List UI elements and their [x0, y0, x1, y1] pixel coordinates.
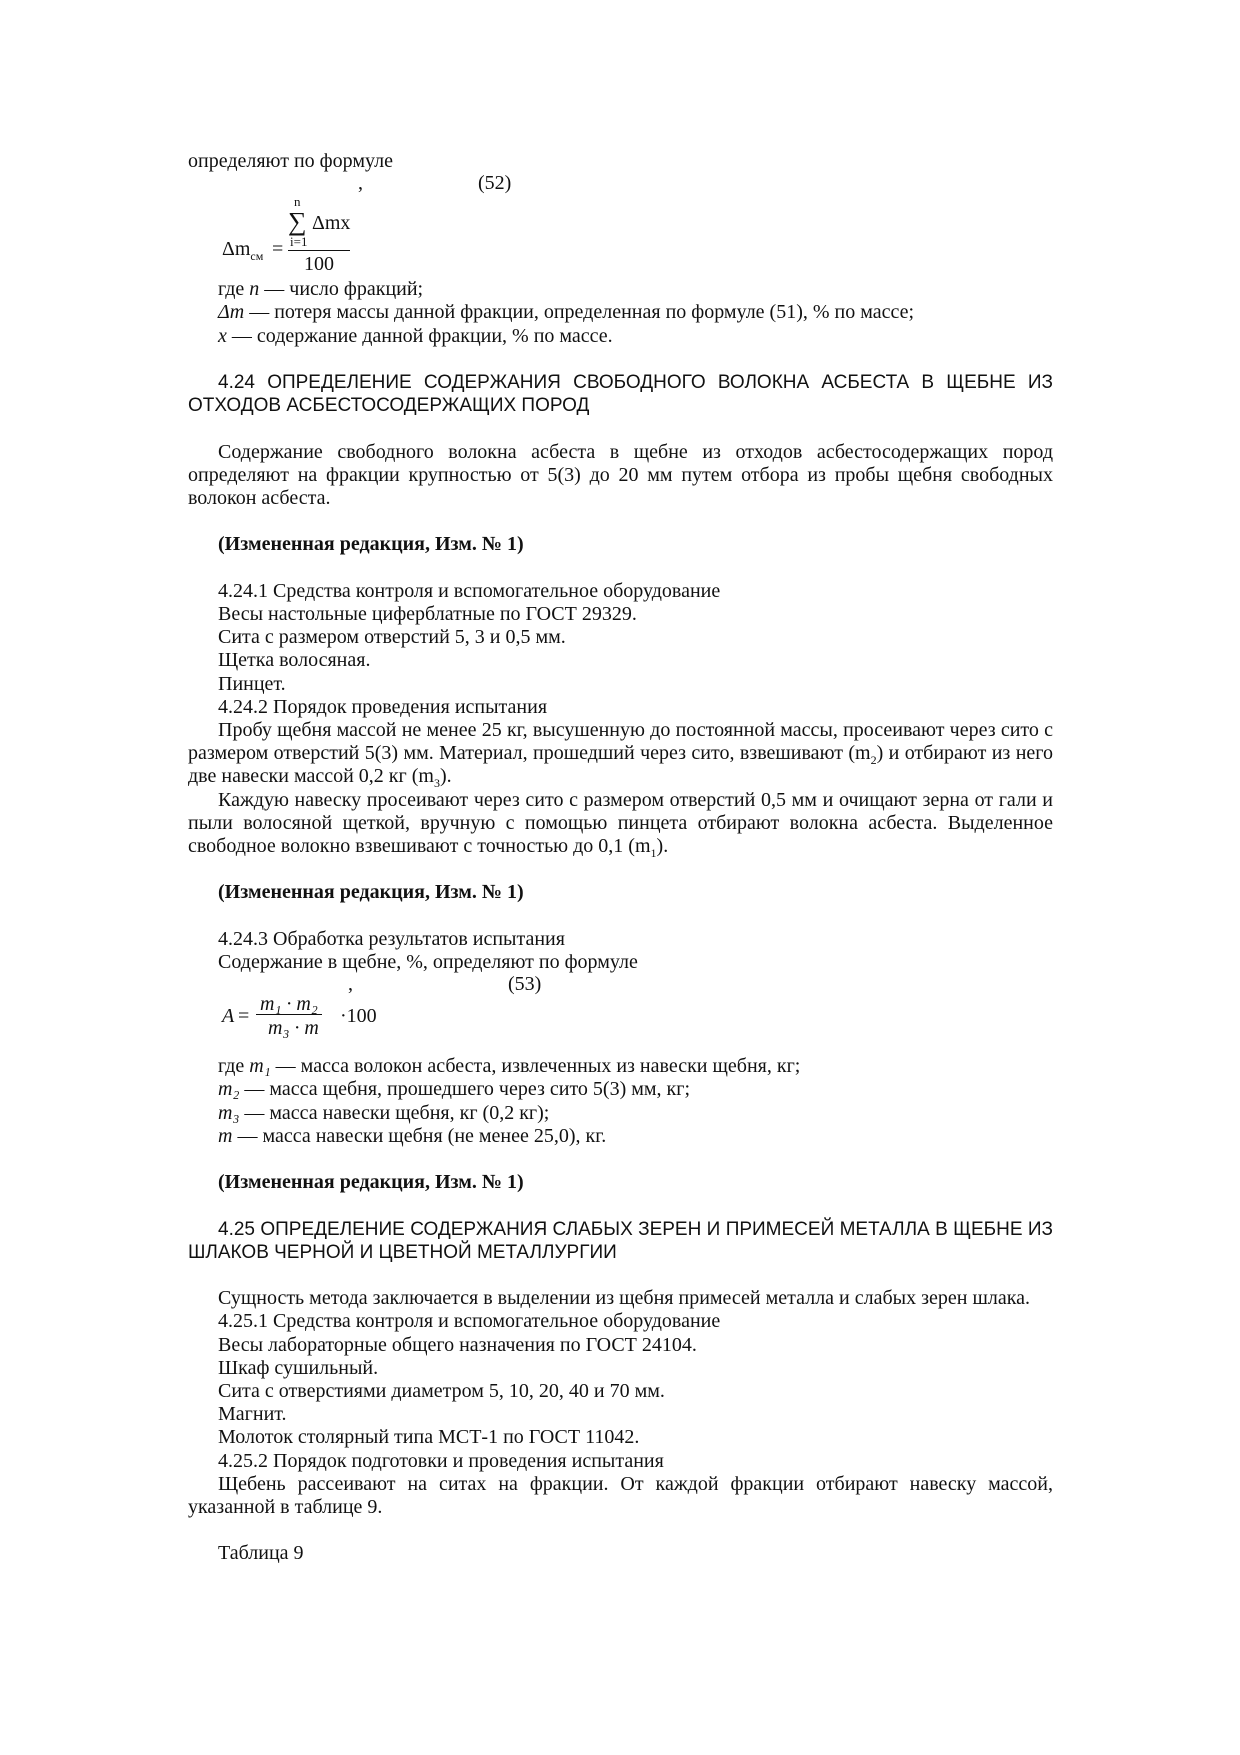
- formula-denominator: m₃ · m: [268, 1017, 319, 1040]
- line: Весы лабораторные общего назначения по ГОСТ 24104.: [218, 1333, 697, 1356]
- spacer: [188, 557, 1053, 580]
- text: — масса навески щебня (не менее 25,0), кг.: [232, 1124, 607, 1147]
- spacer: [188, 1194, 1053, 1217]
- where-line: [188, 1102, 1053, 1125]
- section-heading-4-25: 4.25 ОПРЕДЕЛЕНИЕ СОДЕРЖАНИЯ СЛАБЫХ ЗЕРЕН И ПРИМЕСЕЙ МЕТАЛЛА В ЩЕБНЕ ИЗ ШЛАКОВ ЧЕРНОЙ И ЦВЕТНОЙ МЕТАЛЛУРГИИ: [188, 1218, 1053, 1263]
- section-heading-4-24: 4.24 ОПРЕДЕЛЕНИЕ СОДЕРЖАНИЯ СВОБОДНОГО ВОЛОКНА АСБЕСТА В ЩЕБНЕ ИЗ ОТХОДОВ АСБЕСТОСОДЕРЖАЩИХ ПОРОД: [188, 372, 1053, 417]
- line: Весы настольные циферблатные по ГОСТ 29329.: [218, 602, 637, 625]
- text: — масса волокон асбеста, извлеченных из навески щебня, кг;: [270, 1055, 801, 1078]
- text: ) и отбирают из него две навески массой 0,2 кг (m: [188, 742, 1053, 788]
- line: 4.25.2 Порядок подготовки и проведения испытания: [218, 1449, 664, 1472]
- line: Щетка волосяная.: [218, 649, 371, 672]
- paragraph: Сущность метода заключается в выделении из щебня примесей металла и слабых зерен шлака.: [218, 1287, 1031, 1310]
- line: Сита с размером отверстий 5, 3 и 0,5 мм.: [218, 626, 566, 649]
- formula-comma: ,: [358, 172, 363, 195]
- formula-equals: =: [272, 238, 284, 261]
- text: где: [218, 1055, 250, 1078]
- text: Δm: [222, 238, 251, 261]
- formula-number: (53): [508, 973, 542, 996]
- fraction-bar: [288, 250, 350, 251]
- text: — содержание данной фракции, % по массе.: [226, 324, 613, 347]
- amendment-note: (Измененная редакция, Изм. № 1): [218, 533, 524, 556]
- text: 3: [433, 776, 440, 791]
- formula-multiplier: ·100: [340, 1005, 377, 1028]
- text: n: [249, 278, 260, 301]
- formula-numerator: m₁ · m₂: [256, 994, 322, 1015]
- paragraph: Щебень рассеивают на ситах на фракции. От каждой фракции отбирают навеску массой, указанной в таблице 9.: [188, 1472, 1053, 1519]
- text: m₁: [249, 1055, 271, 1078]
- text: m: [218, 1124, 233, 1147]
- formula-lhs: [222, 238, 264, 264]
- text: Каждую навеску просеивают через сито с размером отверстий 0,5 мм и очищают зерна от гали и пыли волосяной щеткой, вручную с помощью пинцета отбирают волокна асбеста. Выделенное свободное волокно взвешивают с точностью до 0,1 (m: [188, 788, 1053, 858]
- text: ).: [439, 765, 452, 788]
- amendment-note: (Измененная редакция, Изм. № 1): [218, 881, 524, 904]
- amendment-note: (Измененная редакция, Изм. № 1): [218, 1171, 524, 1194]
- line: 4.24.2 Порядок проведения испытания: [218, 695, 548, 718]
- text: — число фракций;: [259, 278, 424, 301]
- sum-sign: ∑: [288, 207, 307, 237]
- text: 2: [870, 753, 877, 768]
- formula-equals: =: [238, 1005, 250, 1028]
- formula-lhs: A: [222, 1005, 235, 1028]
- text: Δm: [218, 301, 245, 324]
- text: — потеря массы данной фракции, определенная по формуле (51), % по массе;: [244, 301, 915, 324]
- formula-denominator: 100: [304, 253, 334, 276]
- formula-number: (52): [478, 172, 512, 195]
- formula-comma: ,: [348, 973, 353, 996]
- line: Пинцет.: [218, 672, 286, 695]
- line: Содержание в щебне, %, определяют по формуле: [218, 951, 638, 973]
- formula-52: [188, 173, 1053, 278]
- spacer: [188, 510, 1053, 533]
- line: Молоток столярный типа МСТ-1 по ГОСТ 11042.: [218, 1426, 640, 1449]
- text: 1: [650, 846, 657, 861]
- document-page: [188, 150, 1053, 1566]
- sum-lower-limit: i=1: [290, 234, 308, 250]
- spacer: [188, 1519, 1053, 1542]
- where-line: [188, 301, 1053, 324]
- text: где: [218, 278, 250, 301]
- text: m₃: [218, 1101, 240, 1124]
- sum-upper-limit: n: [294, 194, 301, 210]
- formula-numerator: Δmx: [312, 212, 351, 235]
- text: m₂: [218, 1078, 240, 1101]
- spacer: [188, 858, 1053, 881]
- where-line: [188, 1125, 1053, 1148]
- where-line: [188, 1055, 1053, 1078]
- line: Сита с отверстиями диаметром 5, 10, 20, 40 и 70 мм.: [218, 1380, 665, 1402]
- intro-line: определяют по формуле: [188, 150, 393, 172]
- formula-53: [188, 974, 1053, 1055]
- paragraph: [188, 789, 1053, 859]
- line: Шкаф сушильный.: [218, 1356, 379, 1379]
- spacer: [188, 1148, 1053, 1171]
- spacer: [188, 905, 1053, 928]
- text: — масса щебня, прошедшего через сито 5(3) мм, кг;: [239, 1078, 691, 1101]
- where-line: [188, 325, 1053, 348]
- line: 4.24.1 Средства контроля и вспомогательное оборудование: [218, 579, 721, 602]
- where-line: [188, 278, 1053, 301]
- text: x: [218, 324, 227, 347]
- paragraph: Содержание свободного волокна асбеста в щебне из отходов асбестосодержащих пород определяют на фракции крупностью от 5(3) до 20 мм путем отбора из пробы щебня свободных волокон асбеста.: [188, 440, 1053, 509]
- text: ).: [656, 835, 669, 858]
- text: — масса навески щебня, кг (0,2 кг);: [239, 1101, 550, 1124]
- where-line: [188, 1078, 1053, 1101]
- spacer: [188, 417, 1053, 440]
- spacer: [188, 1264, 1053, 1287]
- subheading: 4.24.3 Обработка результатов испытания: [218, 927, 565, 950]
- spacer: [188, 348, 1053, 371]
- table-caption: Таблица 9: [218, 1542, 304, 1565]
- paragraph: [188, 719, 1053, 789]
- text: см: [250, 249, 264, 264]
- line: Магнит.: [218, 1403, 287, 1426]
- text: Пробу щебня массой не менее 25 кг, высушенную до постоянной массы, просеивают через сито с размером отверстий 5(3) мм. Материал, прошедший через сито, взвешивают (m: [188, 719, 1053, 765]
- line: 4.25.1 Средства контроля и вспомогательное оборудование: [218, 1310, 721, 1333]
